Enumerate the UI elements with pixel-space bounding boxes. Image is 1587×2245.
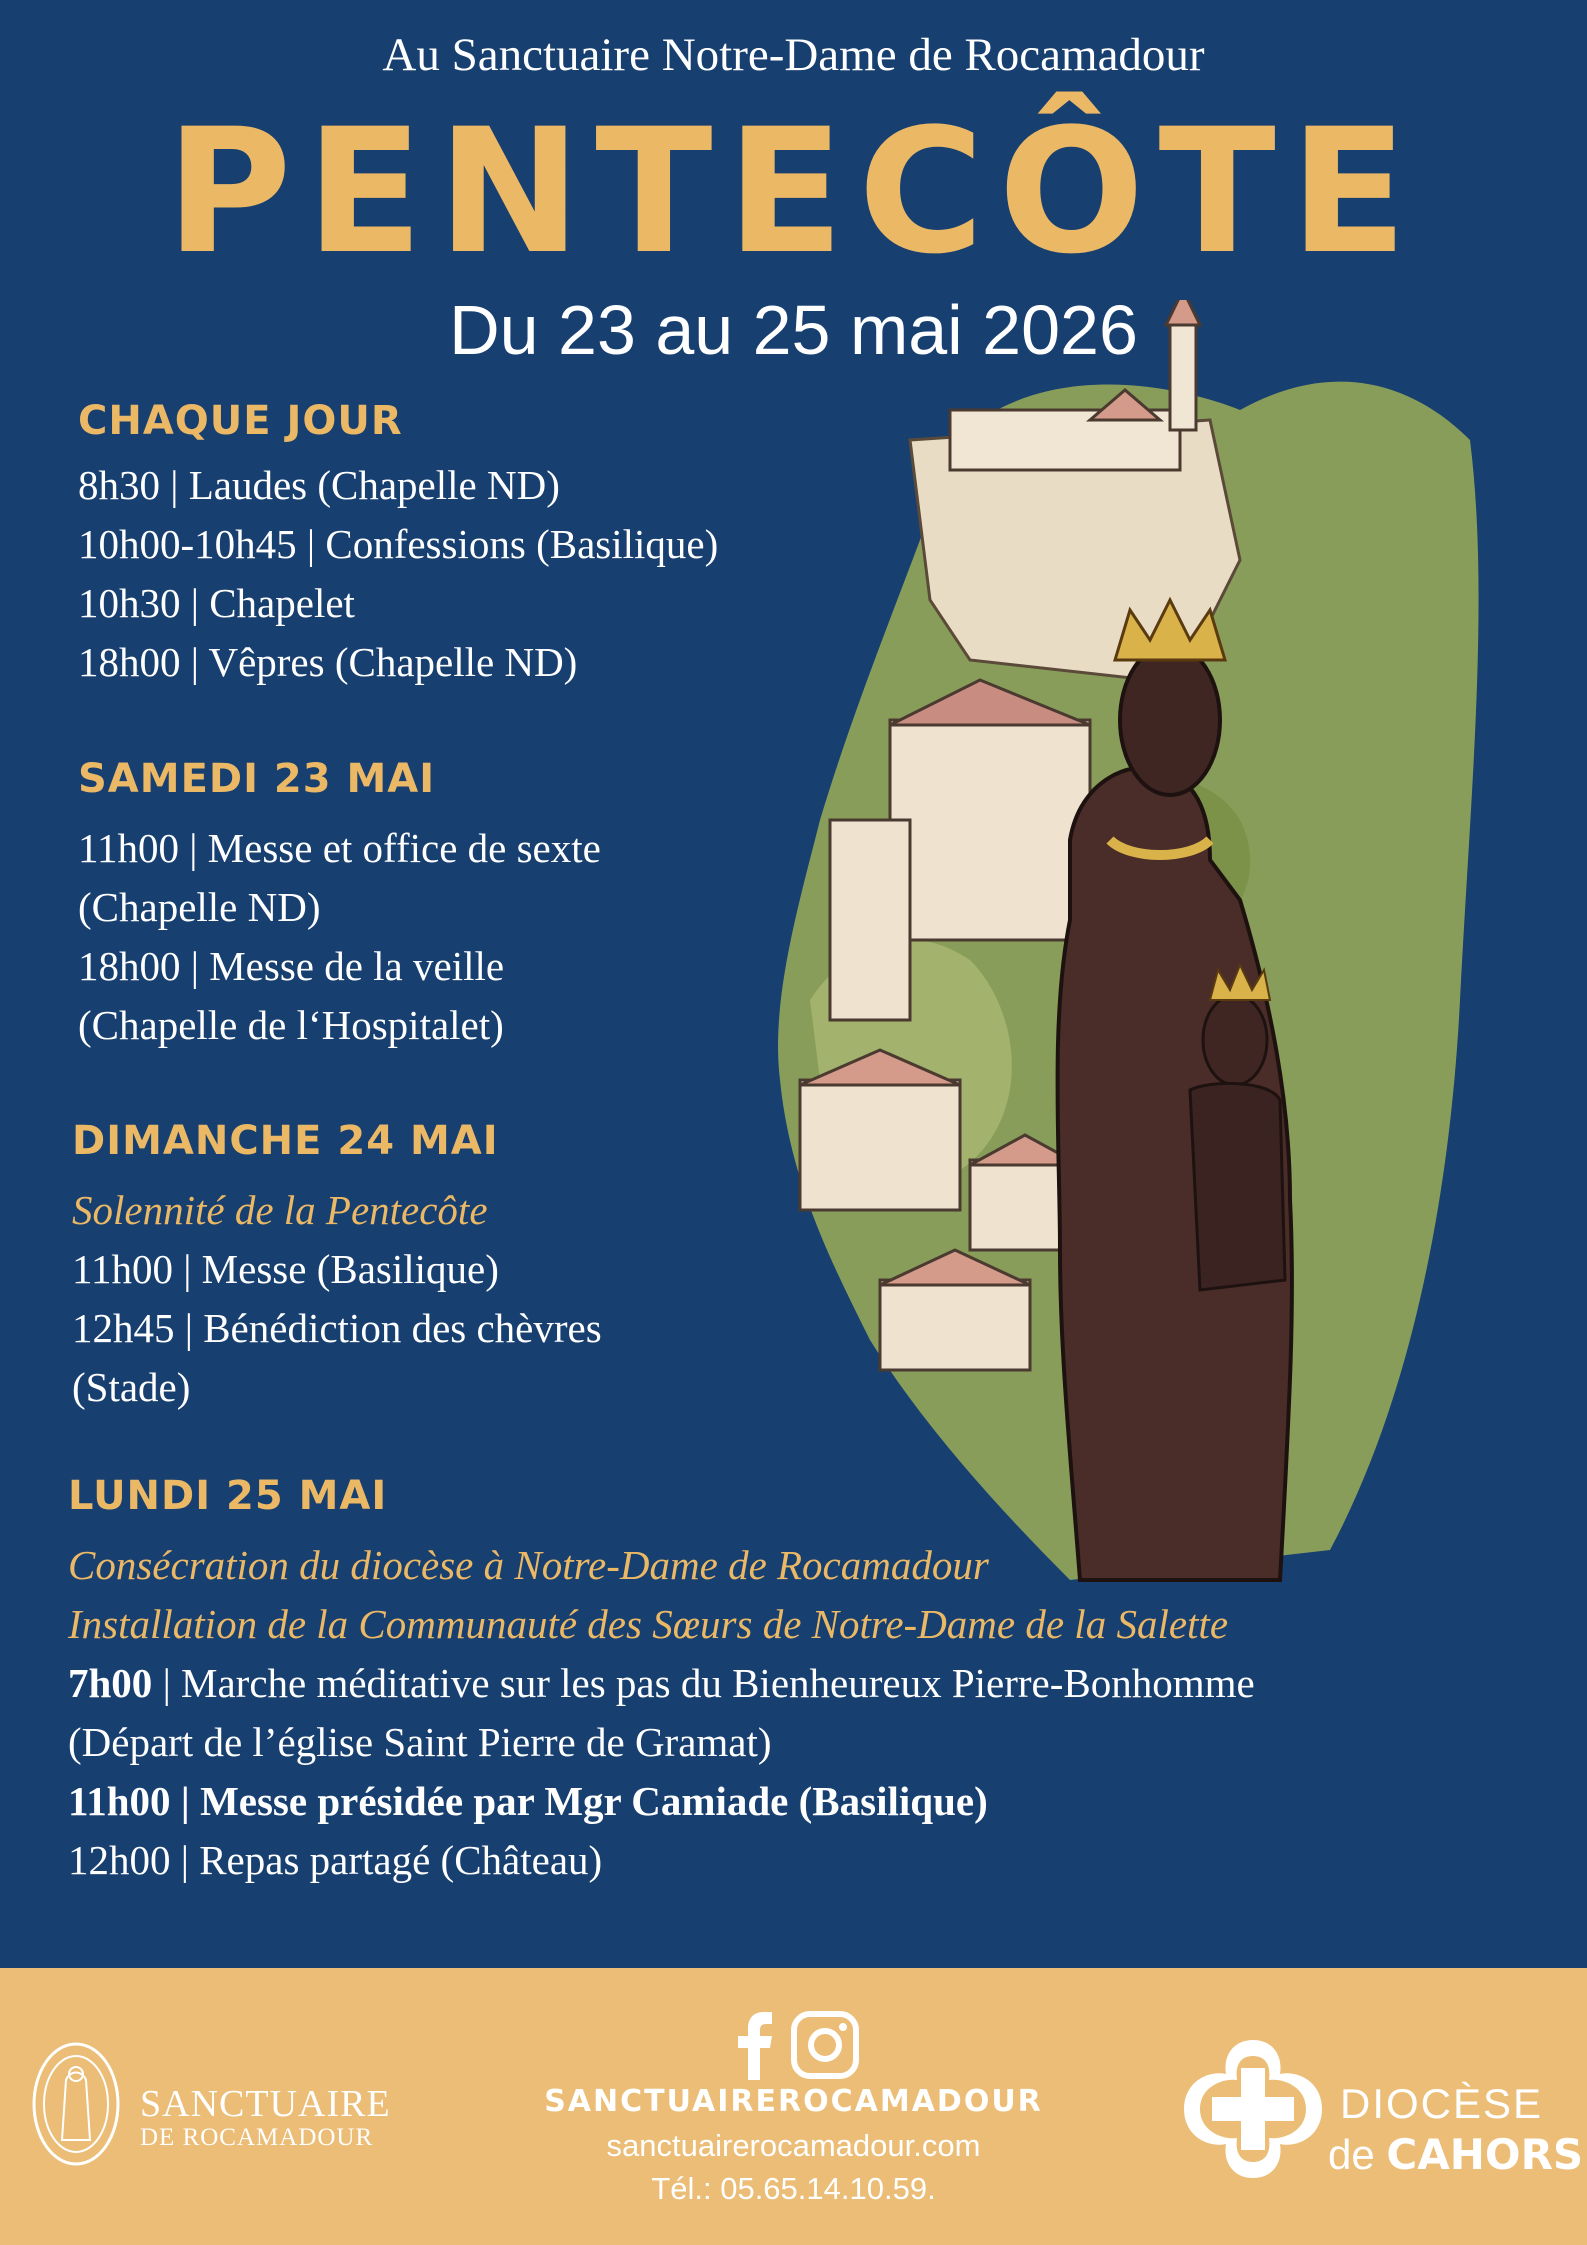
event-dates: Du 23 au 25 mai 2026 (449, 291, 1138, 369)
section-subtitle: Consécration du diocèse à Notre-Dame de Rocamadour (68, 1542, 989, 1588)
sanctuary-name: SANCTUAIRE (140, 2083, 391, 2125)
schedule-line: 12h45 | Bénédiction des chèvres (72, 1305, 602, 1351)
schedule-line: 8h30 | Laudes (Chapelle ND) (78, 462, 560, 508)
schedule-line: (Départ de l’église Saint Pierre de Gramat) (68, 1719, 772, 1765)
section-heading-monday: LUNDI 25 MAI (68, 1473, 388, 1519)
schedule-line: 10h00-10h45 | Confessions (Basilique) (78, 521, 719, 567)
schedule-line: 10h30 | Chapelet (78, 580, 355, 626)
page-title: PENTECÔTE (165, 91, 1422, 292)
schedule-line: 18h00 | Vêpres (Chapelle ND) (78, 639, 578, 685)
schedule-line: 11h00 | Messe (Basilique) (72, 1246, 499, 1292)
footer (0, 1968, 1587, 2245)
schedule-line: (Stade) (72, 1364, 191, 1410)
diocese-prefix: de (1328, 2131, 1387, 2178)
venue-line: Au Sanctuaire Notre-Dame de Rocamadour (382, 29, 1205, 81)
social-handle[interactable]: SANCTUAIREROCAMADOUR (544, 2084, 1043, 2119)
sanctuary-subtitle: DE ROCAMADOUR (140, 2124, 374, 2151)
diocese-city-name: CAHORS (1386, 2130, 1584, 2179)
phone-number: Tél.: 05.65.14.10.59. (651, 2171, 936, 2206)
schedule-line: (Chapelle ND) (78, 884, 321, 930)
section-subtitle: Installation de la Communauté des Sœurs de Notre-Dame de la Salette (68, 1601, 1229, 1647)
schedule-line (68, 1660, 1255, 1706)
instagram-icon (794, 2014, 856, 2076)
diocese-cross-icon (1178, 2034, 1328, 2184)
march-time: 7h00 (68, 1660, 153, 1706)
diocese-name: DIOCÈSE (1340, 2080, 1544, 2127)
schedule-line: 12h00 | Repas partagé (Château) (68, 1837, 603, 1883)
rocamadour-illustration (770, 300, 1510, 1600)
schedule-line-highlight: 11h00 | Messe présidée par Mgr Camiade (Basilique) (68, 1778, 988, 1824)
section-heading-saturday: SAMEDI 23 MAI (78, 756, 436, 802)
section-heading-daily: CHAQUE JOUR (78, 398, 403, 444)
section-heading-sunday: DIMANCHE 24 MAI (72, 1118, 499, 1164)
facebook-icon (738, 2012, 772, 2080)
section-subtitle: Solennité de la Pentecôte (72, 1187, 488, 1233)
march-text: | Marche méditative sur les pas du Bienheureux Pierre-Bonhomme (152, 1660, 1255, 1706)
schedule-line: (Chapelle de l‘Hospitalet) (78, 1002, 504, 1048)
schedule-line: 18h00 | Messe de la veille (78, 943, 505, 989)
schedule-line: 11h00 | Messe et office de sexte (78, 825, 601, 871)
social-icons (722, 2010, 862, 2082)
diocese-city (1328, 2130, 1583, 2179)
website-link[interactable]: sanctuairerocamadour.com (606, 2128, 981, 2163)
